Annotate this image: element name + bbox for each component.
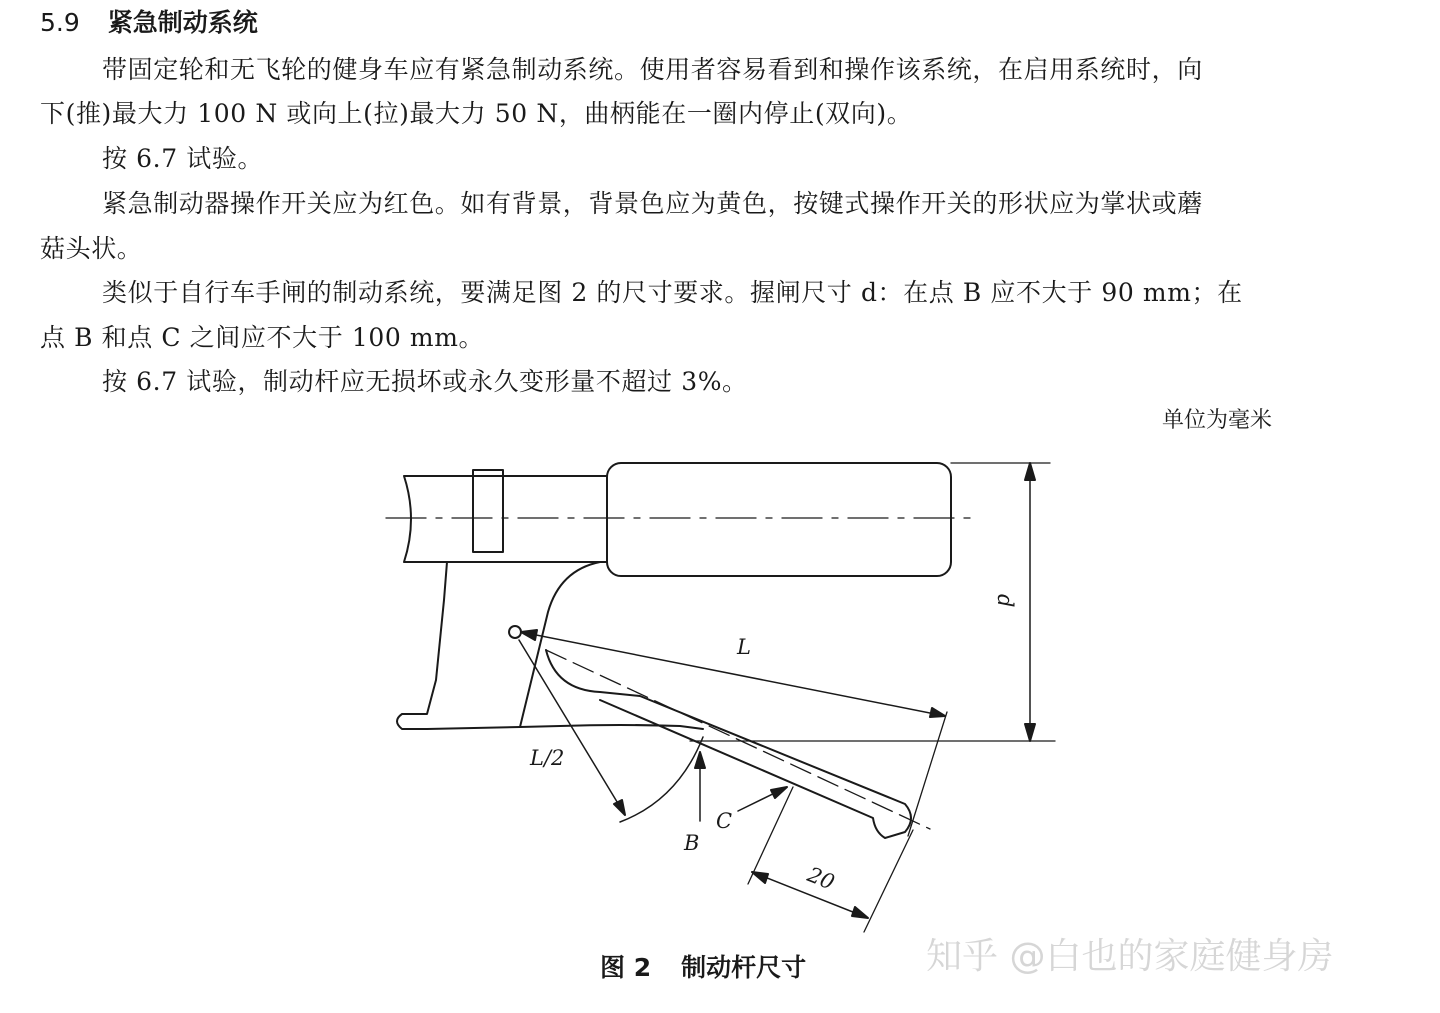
watermark: 知乎 @白也的家庭健身房 bbox=[926, 936, 1334, 977]
paragraph-3-line-2: 菇头状。 bbox=[40, 234, 143, 263]
figure-caption-number: 图 2 bbox=[600, 953, 652, 982]
paragraph-3-line-1: 紧急制动器操作开关应为红色。如有背景，背景色应为黄色，按键式操作开关的形状应为掌状或蘑 bbox=[102, 189, 1203, 218]
lever-axis bbox=[546, 650, 930, 829]
lever-bracket-upper bbox=[520, 562, 607, 727]
section-title: 紧急制动系统 bbox=[107, 8, 258, 37]
unit-note: 单位为毫米 bbox=[1162, 408, 1273, 433]
arc-half-L bbox=[620, 737, 703, 822]
paragraph-2: 按 6.7 试验。 bbox=[102, 144, 264, 173]
label-B: B bbox=[684, 831, 700, 855]
label-20: 20 bbox=[804, 862, 838, 895]
dimension-line-L bbox=[521, 632, 945, 716]
label-L: L bbox=[737, 635, 751, 659]
extension-line-20a bbox=[748, 787, 793, 884]
figure-caption bbox=[600, 948, 806, 988]
section-number: 5.9 bbox=[40, 8, 80, 37]
label-C: C bbox=[716, 809, 733, 833]
paragraph-5: 按 6.7 试验，制动杆应无损坏或永久变形量不超过 3%。 bbox=[102, 367, 748, 396]
pivot-point bbox=[509, 626, 521, 638]
figure-caption-title: 制动杆尺寸 bbox=[681, 953, 807, 982]
paragraph-1-line-2: 下(推)最大力 100 N 或向上(拉)最大力 50 N，曲柄能在一圈内停止(双向)。 bbox=[40, 99, 913, 128]
handlebar-tube bbox=[404, 476, 607, 562]
extension-line-L-end bbox=[908, 712, 947, 836]
label-half-L: L/2 bbox=[530, 746, 565, 770]
clamp-band bbox=[473, 470, 503, 552]
paragraph-4-line-1: 类似于自行车手闸的制动系统，要满足图 2 的尺寸要求。握闸尺寸 d：在点 B 应不大于 90 mm；在 bbox=[102, 278, 1243, 307]
label-d: d bbox=[993, 594, 1017, 608]
extension-line-20b bbox=[864, 830, 913, 932]
paragraph-4-line-2: 点 B 和点 C 之间应不大于 100 mm。 bbox=[40, 323, 485, 352]
handlebar-grip bbox=[607, 463, 951, 576]
paragraph-1-line-1: 带固定轮和无飞轮的健身车应有紧急制动系统。使用者容易看到和操作该系统，在启用系统时，向 bbox=[102, 55, 1203, 84]
